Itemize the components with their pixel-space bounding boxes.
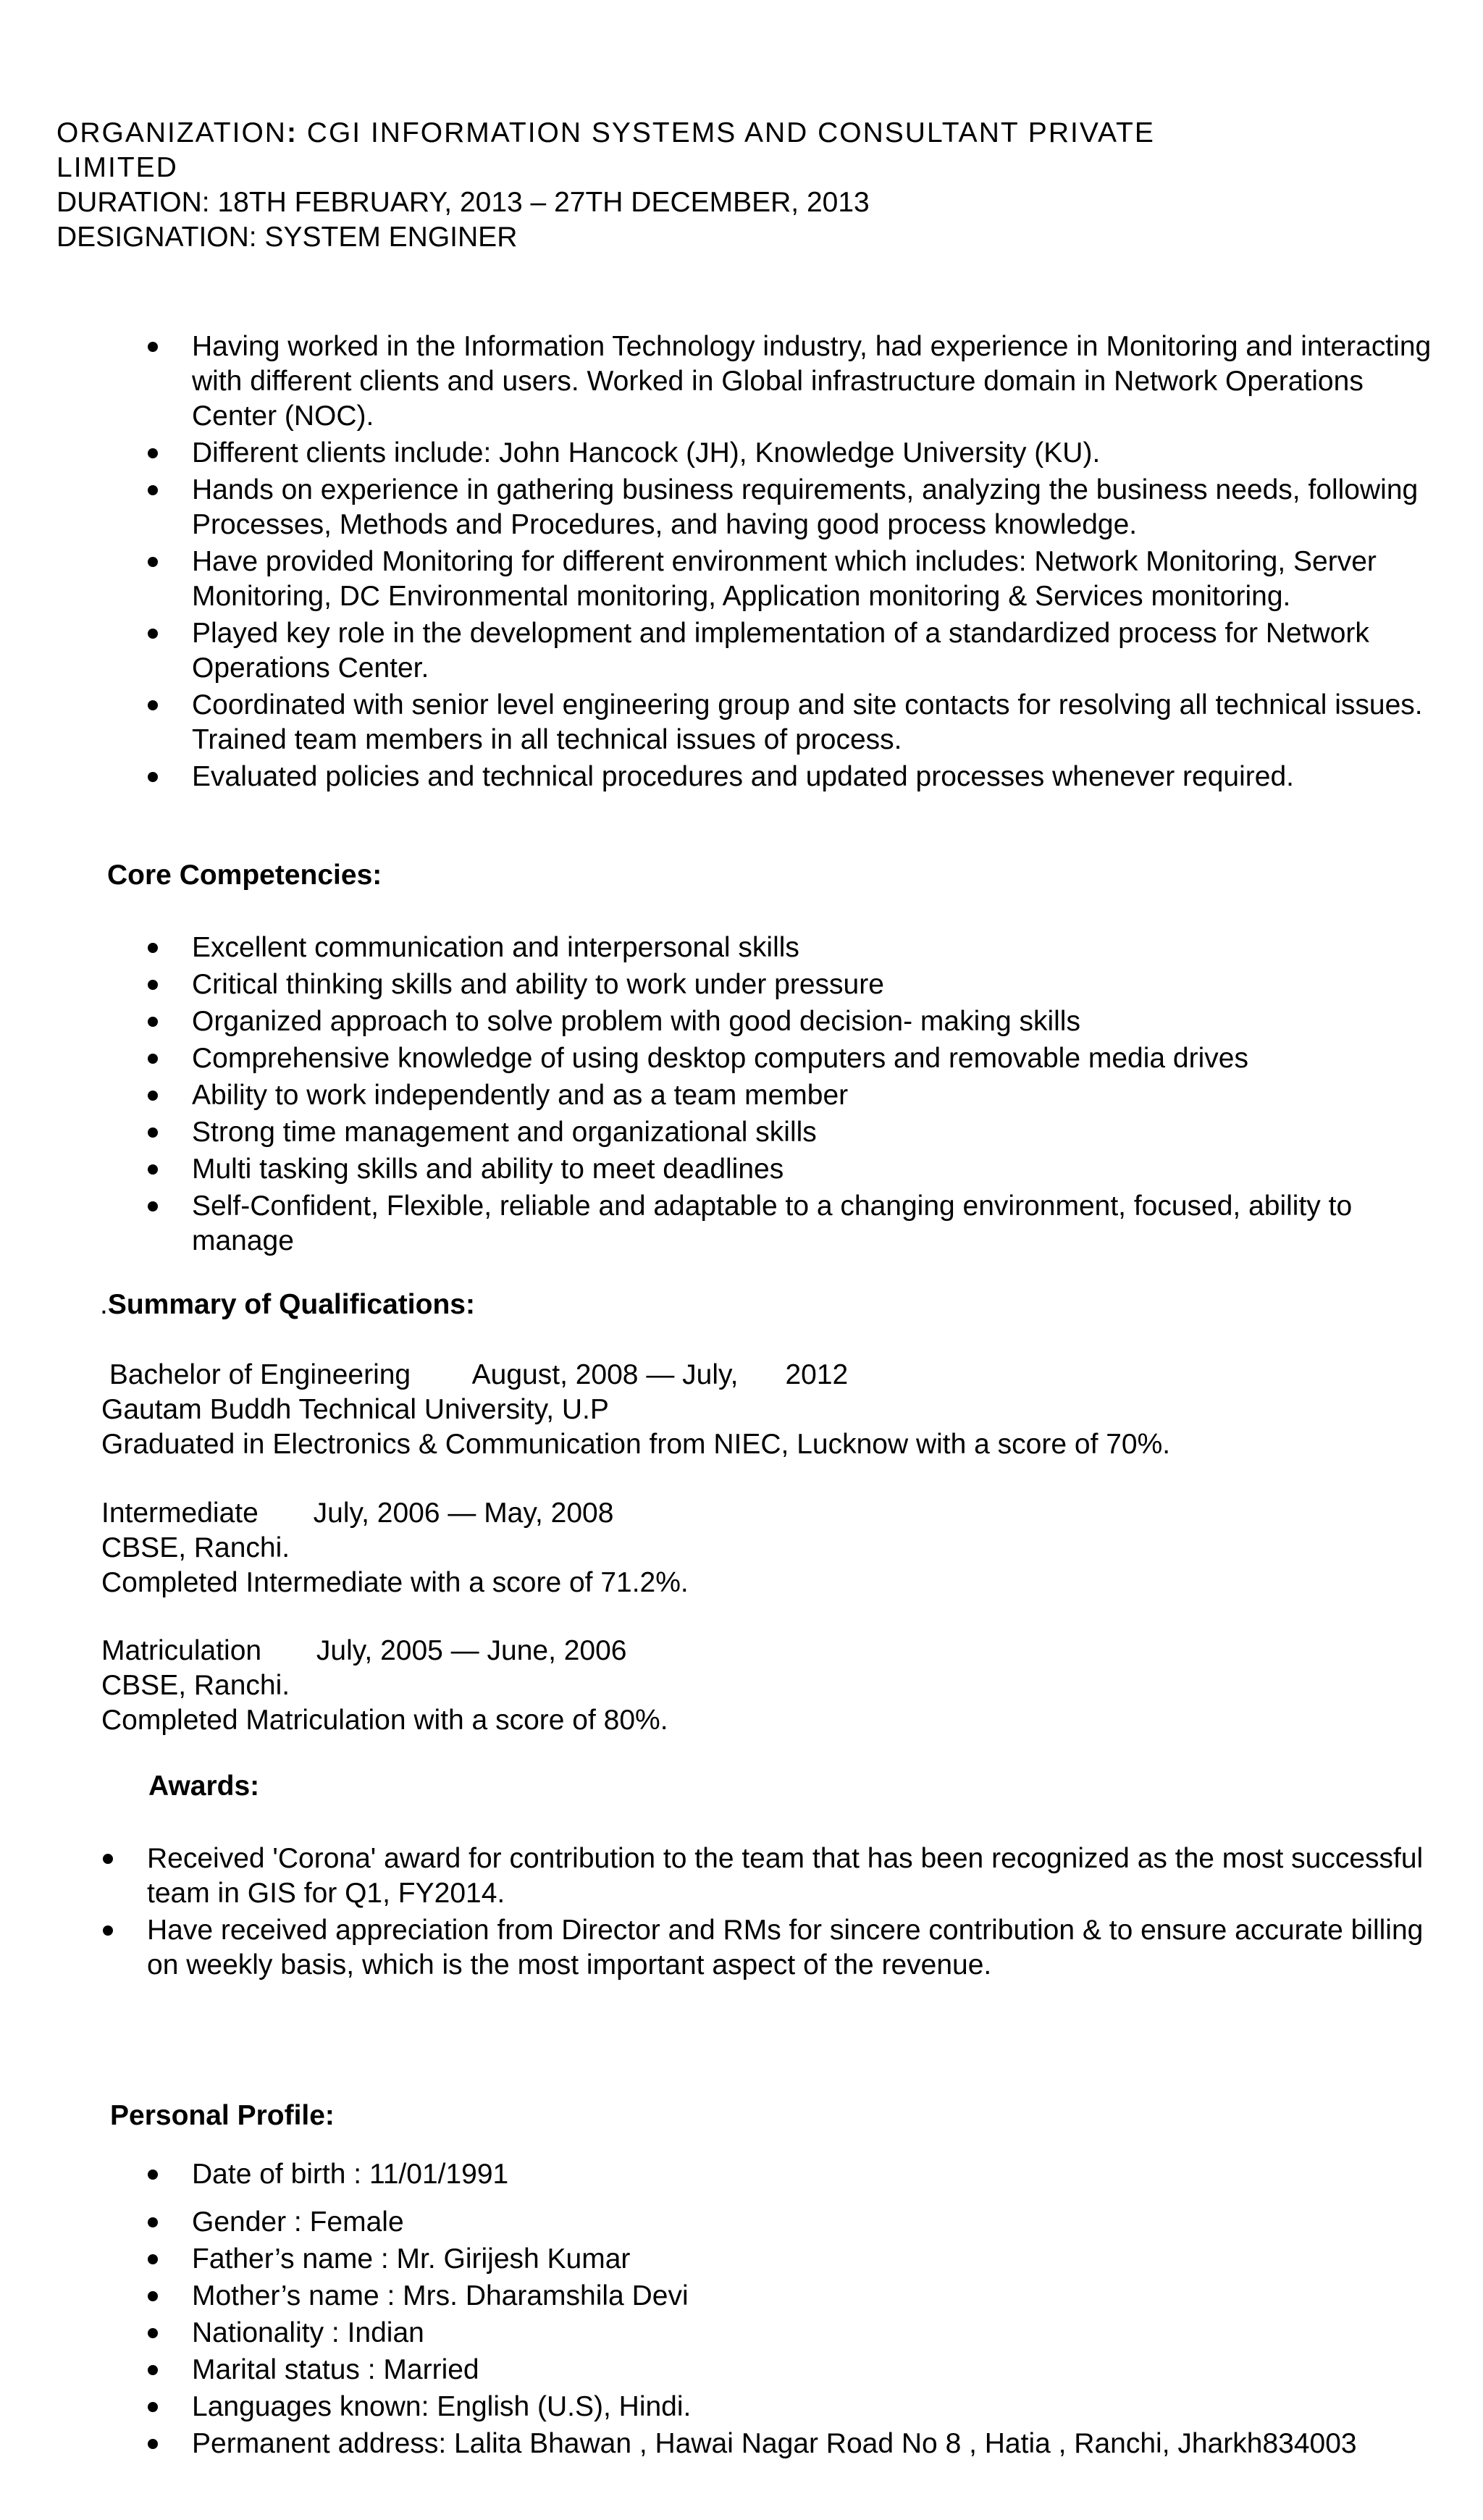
bullet-icon	[148, 342, 158, 352]
qualification-entry	[101, 1496, 1405, 1600]
list-item: Received 'Corona' award for contribution to the team that has been recognized as the most successful team in GIS for Q1, FY2014.	[147, 1841, 1436, 1911]
list-item: Strong time management and organizational skills	[192, 1115, 1437, 1150]
list-item: Having worked in the Information Technology industry, had experience in Monitoring and interacting with different clients and users. Worked in Global infrastructure domain in Network Operations Center (NOC).	[192, 329, 1437, 434]
bullet-icon	[148, 485, 158, 495]
bullet-icon	[148, 980, 158, 990]
bullet-icon	[148, 772, 158, 782]
list-item: Different clients include: John Hancock (JH), Knowledge University (KU).	[192, 436, 1437, 471]
bullet-icon	[148, 2402, 158, 2412]
list-item: Excellent communication and interpersonal skills	[192, 931, 1437, 965]
heading-prefix: .	[100, 1289, 108, 1320]
responsibilities-list	[192, 329, 1437, 797]
core-competencies-list	[192, 931, 1437, 1261]
list-item: Languages known: English (U.S), Hindi.	[192, 2390, 1466, 2424]
bullet-icon	[148, 1091, 158, 1101]
list-item: Multi tasking skills and ability to meet deadlines	[192, 1152, 1437, 1187]
qualification-result: Completed Matriculation with a score of 80%.	[101, 1705, 668, 1736]
list-item: Critical thinking skills and ability to work under pressure	[192, 967, 1437, 1002]
qualification-entry	[101, 1358, 1405, 1462]
qualification-result: Completed Intermediate with a score of 71.2%.	[101, 1567, 689, 1598]
core-competencies-heading: Core Competencies:	[107, 860, 382, 891]
qualifications-heading	[100, 1288, 475, 1322]
bullet-icon	[148, 943, 158, 953]
bullet-icon	[148, 1017, 158, 1027]
bullet-icon	[148, 2254, 158, 2264]
list-item: Marital status : Married	[192, 2353, 1466, 2387]
bullet-icon	[148, 557, 158, 567]
list-item: Ability to work independently and as a team member	[192, 1078, 1437, 1113]
organization-name-continued: LIMITED	[56, 152, 178, 183]
list-item: Hands on experience in gathering business requirements, analyzing the business needs, following Processes, Methods and Procedures, and having good process knowledge.	[192, 473, 1437, 542]
list-item: Comprehensive knowledge of using desktop computers and removable media drives	[192, 1041, 1437, 1076]
bullet-icon	[148, 448, 158, 458]
list-item: Permanent address: Lalita Bhawan , Hawai Nagar Road No 8 , Hatia , Ranchi, Jharkh834003	[192, 2427, 1466, 2461]
bullet-icon	[148, 629, 158, 639]
bullet-icon	[148, 2328, 158, 2338]
list-item: Have provided Monitoring for different environment which includes: Network Monitoring, Server Monitoring, DC Environmental monitoring, Application monitoring & Services monitoring.	[192, 545, 1437, 614]
list-item: Evaluated policies and technical procedures and updated processes whenever required.	[192, 760, 1437, 794]
list-item: Self-Confident, Flexible, reliable and adaptable to a changing environment, focused, ability to manage	[192, 1189, 1437, 1259]
bullet-icon	[148, 1164, 158, 1175]
organization-line	[56, 116, 1432, 151]
organization-name: CGI INFORMATION SYSTEMS AND CONSULTANT PRIVATE	[297, 117, 1155, 148]
awards-list	[147, 1841, 1436, 1985]
bullet-icon	[148, 2170, 158, 2180]
organization-colon: :	[286, 117, 298, 148]
employment-header	[56, 116, 1432, 255]
personal-profile-list	[192, 2157, 1466, 2464]
list-item: Coordinated with senior level engineering group and site contacts for resolving all technical issues. Trained team members in all technical issues of process.	[192, 688, 1437, 757]
qualification-institution: CBSE, Ranchi.	[101, 1532, 290, 1563]
bullet-icon	[148, 2365, 158, 2375]
qualification-entry	[101, 1634, 1405, 1738]
bullet-icon	[148, 1054, 158, 1064]
qualification-institution: Gautam Buddh Technical University, U.P	[101, 1394, 609, 1425]
list-item: Nationality : Indian	[192, 2316, 1466, 2351]
qualification-title: Intermediate July, 2006 — May, 2008	[101, 1498, 614, 1529]
bullet-icon	[103, 1854, 113, 1864]
bullet-icon	[148, 1201, 158, 1211]
qualification-title: Bachelor of Engineering August, 2008 — July, 2012	[101, 1359, 849, 1390]
qualifications-heading-text: Summary of Qualifications:	[107, 1289, 475, 1320]
duration-line: DURATION: 18TH FEBRUARY, 2013 – 27TH DECEMBER, 2013	[56, 187, 870, 218]
qualification-institution: CBSE, Ranchi.	[101, 1670, 290, 1701]
qualification-title: Matriculation July, 2005 — June, 2006	[101, 1635, 627, 1666]
list-item: Played key role in the development and implementation of a standardized process for Network Operations Center.	[192, 616, 1437, 686]
qualification-result: Graduated in Electronics & Communication from NIEC, Lucknow with a score of 70%.	[101, 1429, 1171, 1460]
list-item: Organized approach to solve problem with good decision- making skills	[192, 1004, 1437, 1039]
bullet-icon	[148, 2217, 158, 2227]
bullet-icon	[103, 1925, 113, 1936]
list-item: Gender : Female	[192, 2205, 1466, 2240]
list-item: Have received appreciation from Director and RMs for sincere contribution & to ensure accurate billing on weekly basis, which is the most important aspect of the revenue.	[147, 1913, 1436, 1983]
list-item: Father’s name : Mr. Girijesh Kumar	[192, 2242, 1466, 2277]
bullet-icon	[148, 2291, 158, 2301]
organization-label: ORGANIZATION	[56, 117, 287, 148]
bullet-icon	[148, 700, 158, 710]
bullet-icon	[148, 2439, 158, 2449]
personal-profile-heading: Personal Profile:	[110, 2100, 335, 2131]
list-item: Mother’s name : Mrs. Dharamshila Devi	[192, 2279, 1466, 2314]
designation-line: DESIGNATION: SYSTEM ENGINER	[56, 222, 518, 253]
bullet-icon	[148, 1127, 158, 1138]
awards-heading: Awards:	[148, 1771, 260, 1802]
list-item: Date of birth : 11/01/1991	[192, 2157, 1466, 2192]
